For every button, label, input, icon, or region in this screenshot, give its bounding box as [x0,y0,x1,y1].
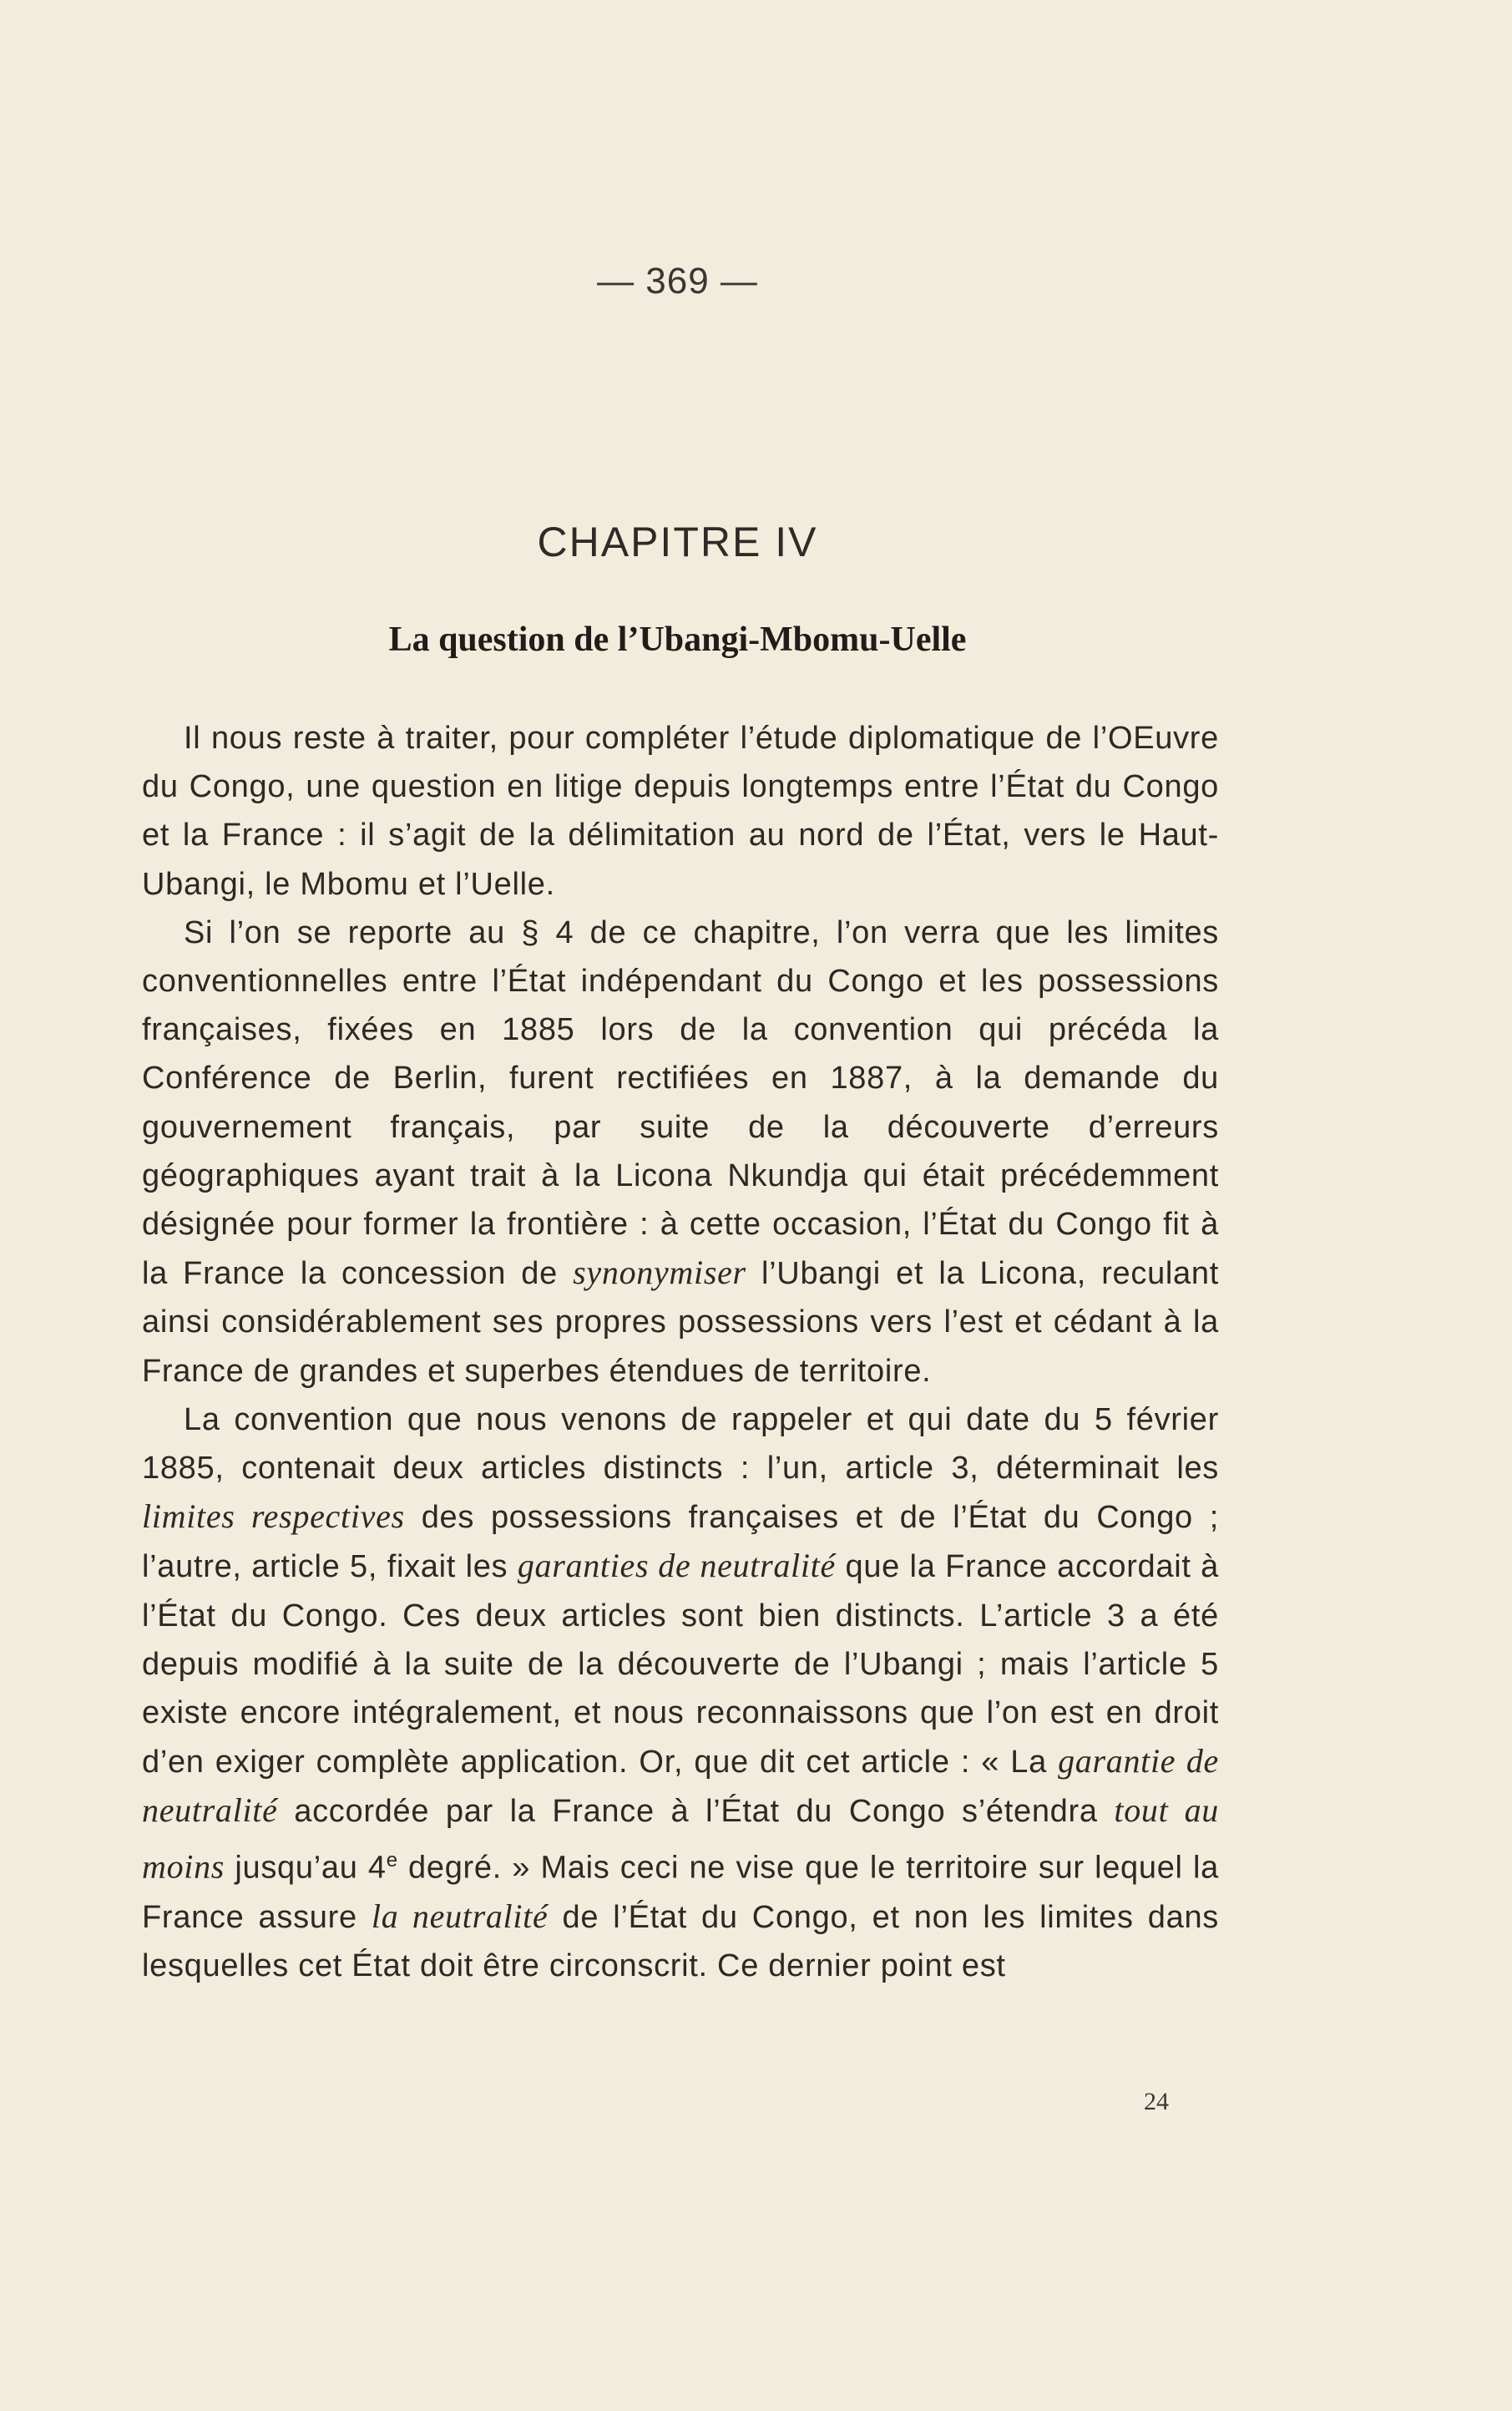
text-run: Il nous reste à traiter, pour compléter l’étude diplomatique de l’OEuvre du Congo, une question en litige depuis longtemps entre l’État du Congo et la France : il s’agit de la délimitation au nord de l’État, vers le Haut-Ubangi, le Mbomu et l’Uelle. [142,721,1219,902]
section-title: La question de l’Ubangi-Mbomu-Uelle [388,620,967,659]
text-run: jusqu’au 4 [225,1850,387,1886]
paragraph [142,714,1219,909]
italic-term: synonymiser [573,1254,746,1292]
superscript: e [386,1848,398,1872]
text-run: que la France accordait à l’État du Congo. Ces deux articles sont bien distincts. L’article 3 a été depuis modifié à la suite de la découverte de l’Ubangi ; mais l’article 5 existe encore intégralement, et nous reconnaissons que l’on est en droit d’en exiger complète application. Or, que dit cet article : « La [142,1549,1220,1780]
paragraph [142,909,1219,1395]
text-run: accordée par la France à l’État du Congo s’étendra [277,1794,1115,1830]
body-text [142,714,1219,1990]
text-run: La convention que nous venons de rappeler et qui date du 5 février 1885, contenait deux articles distincts : l’un, article 3, déterminait les [142,1401,1219,1487]
page-number: — 369 — [597,261,758,301]
italic-term: garanties de neutralité [517,1547,836,1585]
text-run: des possessions françaises et de l’État du Congo ; l’autre, article 5, fixait les [142,1500,1220,1585]
italic-term: la neutralité [371,1897,549,1935]
chapter-title: CHAPITRE IV [537,519,818,565]
text-run: l’Ubangi et la Licona, reculant ainsi considérablement ses propres possessions vers l’est et cédant à la France de grandes et superbes étendues de territoire. [142,1256,1219,1389]
paragraph [142,1395,1219,1990]
text-run: Si l’on se reporte au § 4 de ce chapitre, l’on verra que les limites conventionnelles entre l’État indépendant du Congo et les possessions françaises, fixées en 1885 lors de la convention qui précéda la Conférence de Berlin, furent rectifiées en 1887, à la demande du gouvernement français, par suite de la découverte d’erreurs géographiques ayant trait à la Licona Nkundja qui était précédemment désignée pour former la frontière : à cette occasion, l’État du Congo fit à la France la concession de [142,914,1219,1292]
signature-mark: 24 [1144,2088,1169,2115]
text-run: degré. » Mais ceci ne vise que le territoire sur lequel la France assure [142,1850,1219,1935]
italic-term: garantie de neutralité [142,1742,1219,1830]
text-run: de l’État du Congo, et non les limites dans lesquelles cet État doit être circonscrit. Ce dernier point est [142,1899,1219,1983]
italic-term: limites respectives [142,1497,405,1536]
italic-term: tout au moins [142,1791,1219,1886]
